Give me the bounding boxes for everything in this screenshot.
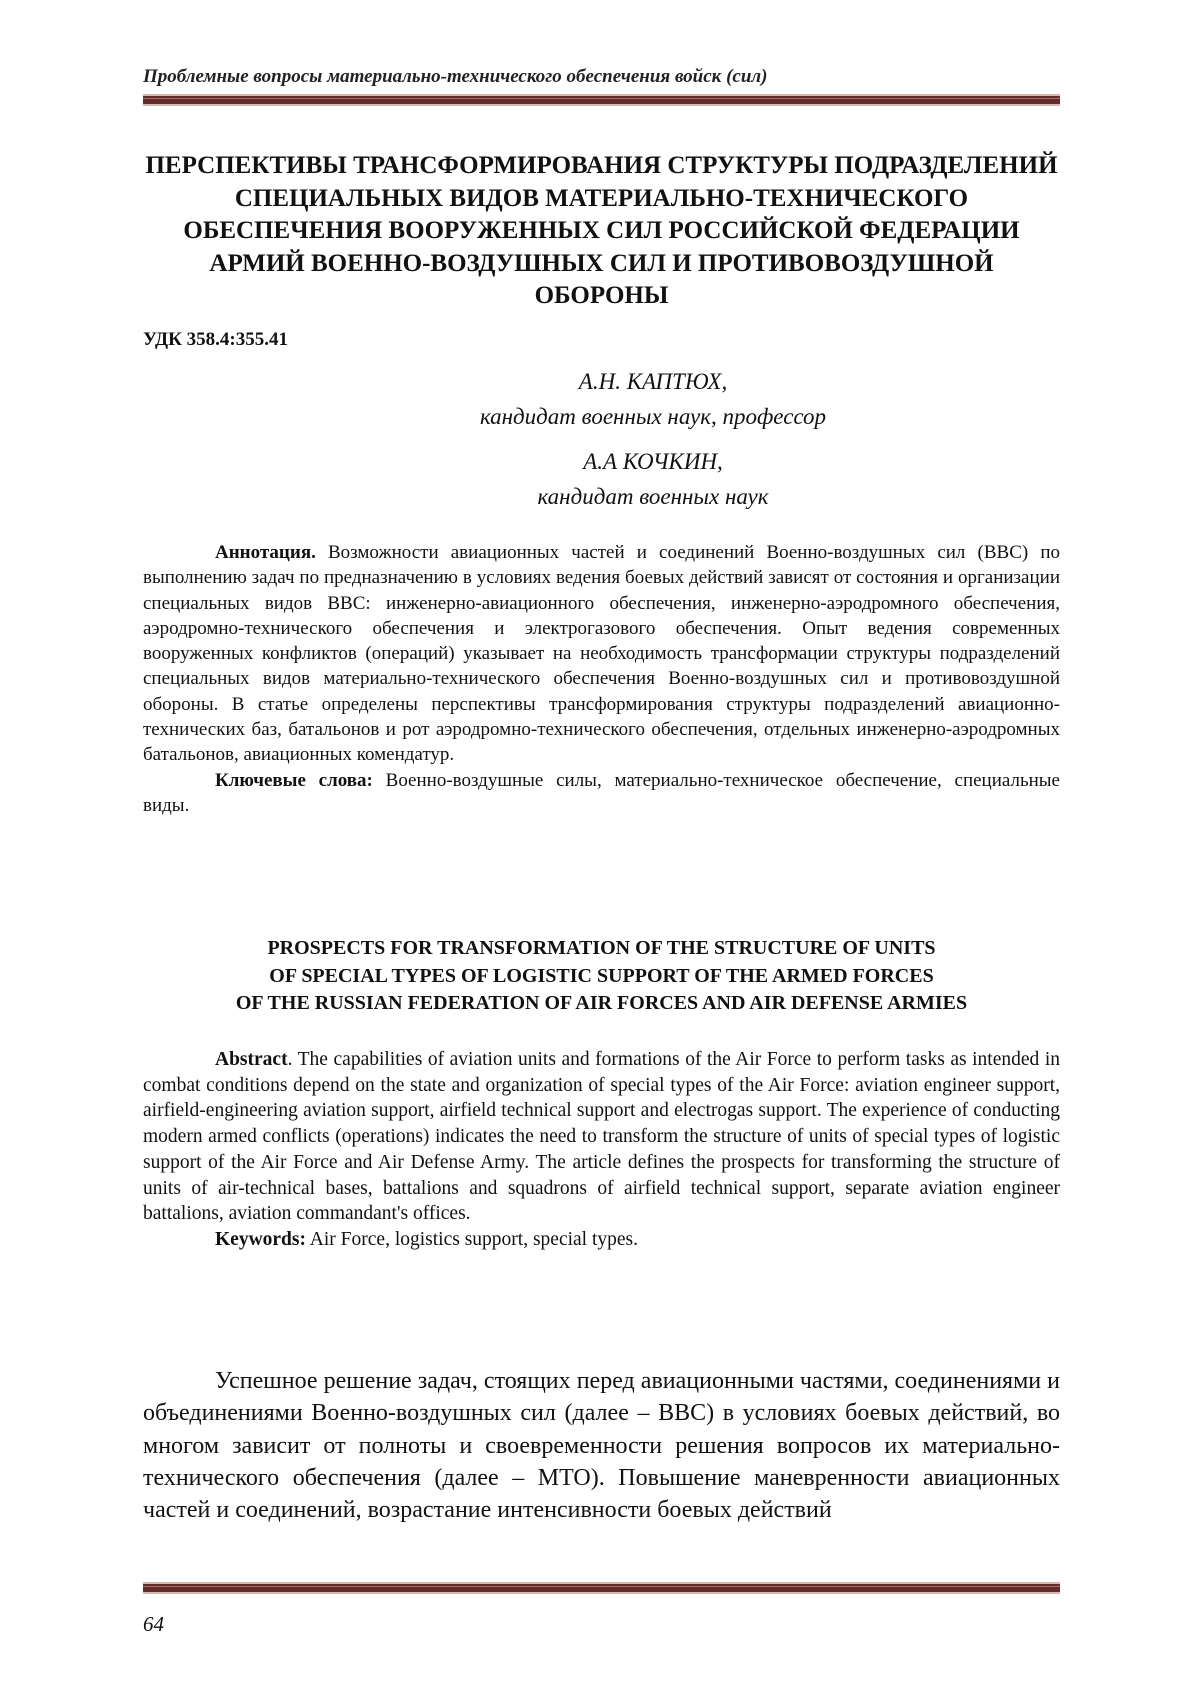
annotation-label: Аннотация. [215, 542, 316, 563]
english-title-line: PROSPECTS FOR TRANSFORMATION OF THE STRUCTURE OF UNITS [143, 935, 1060, 963]
article-title: ПЕРСПЕКТИВЫ ТРАНСФОРМИРОВАНИЯ СТРУКТУРЫ ПОДРАЗДЕЛЕНИЙ СПЕЦИАЛЬНЫХ ВИДОВ МАТЕРИАЛЬНО-ТЕХНИЧЕСКОГО ОБЕСПЕЧЕНИЯ ВООРУЖЕННЫХ СИЛ РОССИЙСКОЙ ФЕДЕРАЦИИ АРМИЙ ВОЕННО-ВОЗДУШНЫХ СИЛ И ПРОТИВОВОЗДУШНОЙ ОБОРОНЫ [143, 150, 1060, 313]
author-degree: кандидат военных наук [383, 479, 923, 514]
abstract-text: . The capabilities of aviation units and formations of the Air Force to perform tasks as intended in combat conditions depend on the state and organization of special types of the Air Force: aviation engineer support, airfield-engineering aviation support, airfield technical support and electrogas support. The experience of conducting modern armed conflicts (operations) indicates the need to transform the structure of units of special types of logistic support of the Air Force and Air Defense Army. The article defines the prospects for transforming the structure of units of air-technical bases, battalions and squadrons of airfield technical support, separate aviation engineer battalions, aviation commandant's offices. [143, 1049, 1060, 1224]
header-divider [143, 94, 1060, 106]
abstract [143, 1047, 1060, 1253]
english-title-line: OF THE RUSSIAN FEDERATION OF AIR FORCES AND AIR DEFENSE ARMIES [143, 990, 1060, 1018]
abstract-keywords-label: Keywords: [215, 1229, 306, 1250]
author-name: А.Н. КАПТЮХ, [383, 364, 923, 399]
annotation [143, 540, 1060, 818]
abstract-keywords: Air Force, logistics support, special types. [306, 1229, 638, 1250]
authors-block [383, 364, 923, 514]
body-paragraph: Успешное решение задач, стоящих перед авиационными частями, соединениями и объединениями Военно-воздушных сил (далее – ВВС) в условиях боевых действий, во многом зависит от полноты и своевременности решения вопросов их материально-технического обеспечения (далее – МТО). Повышение маневренности авиационных частей и соединений, возрастание интенсивности боевых действий [143, 1365, 1060, 1526]
footer-divider [143, 1582, 1060, 1594]
annotation-text: Возможности авиационных частей и соединений Военно-воздушных сил (ВВС) по выполнению задач по предназначению в условиях ведения боевых действий зависят от состояния и организации специальных видов ВВС: инженерно-авиационного обеспечения, инженерно-аэродромного обеспечения, аэродромно-технического обеспечения и электрогазового обеспечения. Опыт ведения современных вооруженных конфликтов (операций) указывает на необходимость трансформации структуры подразделений специальных видов материально-технического обеспечения Военно-воздушных сил и противовоздушной обороны. В статье определены перспективы трансформирования структуры подразделений авиационно-технических баз, батальонов и рот аэродромно-технического обеспечения, отдельных инженерно-аэродромных батальонов, авиационных комендатур. [143, 542, 1060, 765]
running-header: Проблемные вопросы материально-технического обеспечения войск (сил) [143, 66, 767, 88]
udk-code: УДК 358.4:355.41 [143, 329, 288, 351]
english-title-line: OF SPECIAL TYPES OF LOGISTIC SUPPORT OF THE ARMED FORCES [143, 963, 1060, 991]
page-number: 64 [143, 1612, 164, 1637]
keywords-text: Военно-воздушные силы, материально-техническое обеспечение, специальные виды. [143, 770, 1060, 816]
author-degree: кандидат военных наук, профессор [383, 399, 923, 434]
body-text [143, 1365, 1060, 1526]
abstract-label: Abstract [215, 1049, 288, 1070]
english-title [143, 935, 1060, 1018]
author-name: А.А КОЧКИН, [383, 444, 923, 479]
keywords-label: Ключевые слова: [215, 770, 373, 791]
